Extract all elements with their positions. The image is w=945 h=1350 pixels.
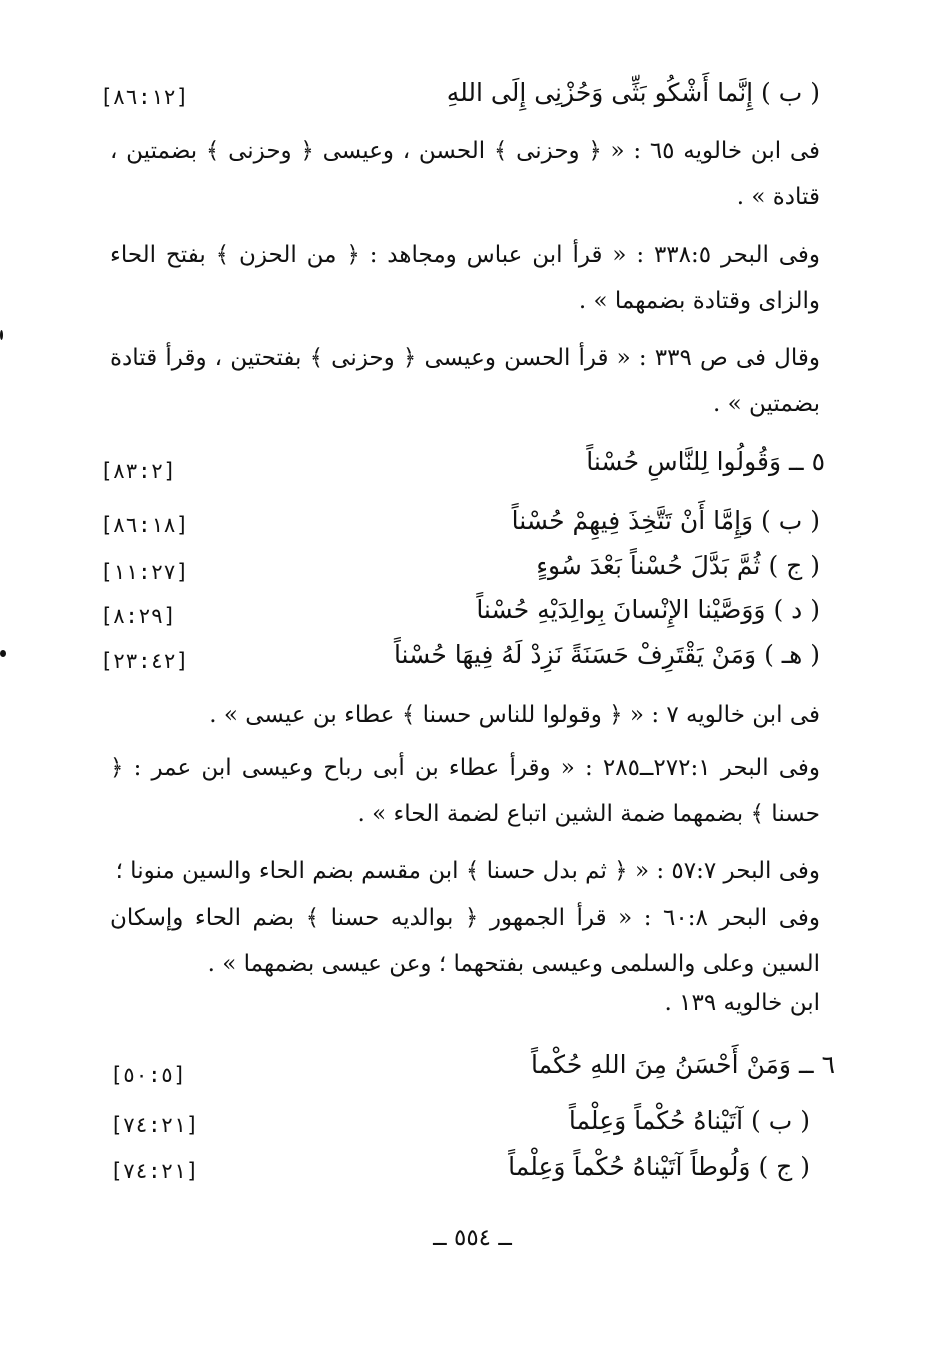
verse-5-item-d-ref: [٨:٢٩]: [100, 604, 176, 628]
note-khalawayh-7: فى ابن خالويه ٧ : « ﴿ وقولوا للناس حسنا ﴾ عطاء بن عيسى » .: [209, 702, 820, 728]
note-bahr-272: وفى البحر ٢٧٢:١ــ٢٨٥ : « وقرأ عطاء بن أبى رباح وعيسى ابن عمر : ﴿ حسنا ﴾ بضمهما ضمة الشين اتباع لضمة الحاء » .: [110, 755, 820, 827]
verse-6-item-b: ( ب ) آتَيْناهُ حُكْماً وَعِلْماً: [568, 1106, 810, 1135]
note-bahr-338: وفى البحر ٣٣٨:٥ : « قرأ ابن عباس ومجاهد : ﴿ من الحزن ﴾ بفتح الحاء والزاى وقتادة بضمهما » .: [110, 242, 820, 314]
verse-6-main-ref: [٥٠:٥]: [110, 1063, 186, 1087]
verse-6-main: ٦ ــ وَمَنْ أَحْسَنُ مِنَ اللهِ حُكْماً: [531, 1050, 835, 1079]
verse-6-item-b-ref: [٧٤:٢١]: [110, 1113, 199, 1137]
note-bahr-60: وفى البحر ٦٠:٨ : « قرأ الجمهور ﴿ بوالديه حسنا ﴾ بضم الحاء وإسكان السين وعلى والسلمى وعيسى بفتحهما ؛ وعن عيسى بضمهما » .: [110, 905, 820, 977]
verse-5-item-j-ref: [١١:٢٧]: [100, 560, 189, 584]
note-khalawayh-139: ابن خالويه ١٣٩ .: [664, 990, 820, 1016]
verse-5-item-b-ref: [٨٦:١٨]: [100, 513, 189, 537]
verse-b-text: ( ب ) إِنَّما أَشْكُو بَثِّى وَحُزْنِى إِلَى اللهِ: [446, 78, 820, 107]
note-bahr-57: وفى البحر ٥٧:٧ : « ﴿ ثم بدل حسنا ﴾ ابن مقسم بضم الحاء والسين منونا ؛: [115, 858, 820, 884]
verse-5-main: ٥ ــ وَقُولُوا لِلنَّاسِ حُسْناً: [586, 447, 825, 476]
verse-5-item-b: ( ب ) وَإِمَّا أَنْ تَتَّخِذَ فِيهِمْ حُسْناً: [511, 506, 820, 535]
verse-5-item-h: ( هـ ) وَمَنْ يَقْتَرِفْ حَسَنَةً نَزِدْ لَهُ فِيهَا حُسْناً: [393, 640, 820, 669]
verse-5-item-d: ( د ) وَوَصَّيْنا الإِنْسانَ بِوالِدَيْهِ حُسْناً: [476, 595, 820, 624]
note-qal-339: وقال فى ص ٣٣٩ : « قرأ الحسن وعيسى ﴿ وحزنى ﴾ بفتحتين ، وقرأ قتادة بضمتين » .: [110, 345, 821, 417]
verse-b-ref: [٨٦:١٢]: [100, 85, 189, 109]
margin-dot: [0, 650, 6, 657]
verse-6-item-j-ref: [٧٤:٢١]: [110, 1159, 199, 1183]
margin-tick: [0, 330, 3, 340]
verse-6-item-j: ( ج ) وَلُوطاً آتَيْناهُ حُكْماً وَعِلْماً: [508, 1152, 810, 1181]
verse-5-main-ref: [٨٣:٢]: [100, 459, 176, 483]
note-khalawayh-65: فى ابن خالويه ٦٥ : « ﴿ وحزنى ﴾ الحسن ، وعيسى ﴿ وحزنى ﴾ بضمتين ، قتادة » .: [110, 138, 820, 210]
page-number: ــ ٥٥٤ ــ: [433, 1225, 512, 1251]
verse-5-item-h-ref: [٢٣:٤٢]: [100, 649, 189, 673]
verse-5-item-j: ( ج ) ثُمَّ بَدَّلَ حُسْناً بَعْدَ سُوءٍ: [536, 551, 820, 580]
